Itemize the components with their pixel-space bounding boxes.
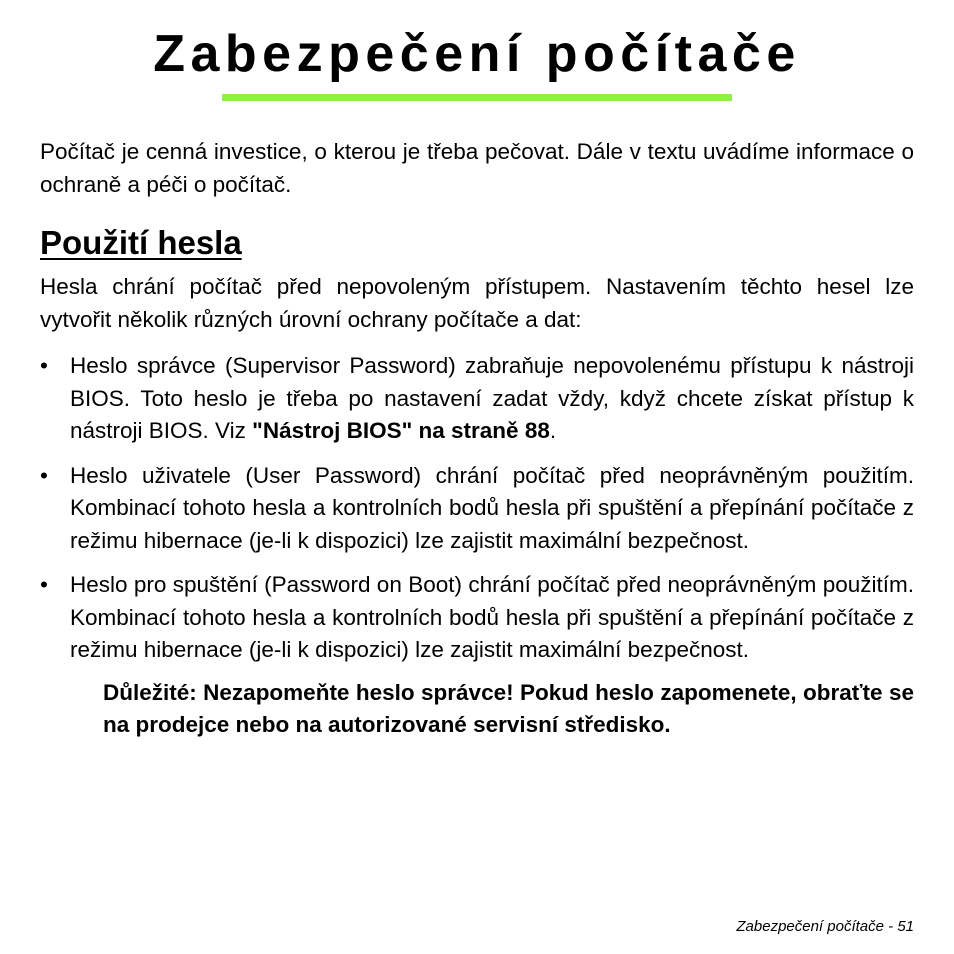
page-title: Zabezpečení počítače (153, 25, 801, 83)
title-underline-rule (222, 94, 732, 101)
list-item-text-end: . (549, 418, 557, 443)
page-number: 51 (897, 918, 914, 935)
list-item-user-password (40, 460, 914, 558)
list-item-supervisor-password (40, 350, 914, 448)
section-paragraph: Hesla chrání počítač před nepovoleným přístupem. Nastavením těchto hesel lze vytvořit několik různých úrovní ochrany počítače a dat: (40, 274, 914, 332)
bullet-icon: • (40, 462, 48, 488)
section-heading: Použití hesla (40, 224, 242, 261)
bullet-icon: • (40, 572, 48, 597)
bullet-icon: • (40, 353, 48, 378)
cross-reference-link[interactable]: "Nástroj BIOS" na straně 88 (252, 418, 550, 443)
important-note: Důležité: Nezapomeňte heslo správce! Pokud heslo zapomenete, obraťte se na prodejce nebo na autorizované servisní středisko. (103, 679, 914, 737)
footer-label: Zabezpečení počítače - (736, 918, 894, 935)
password-list (40, 350, 914, 667)
intro-paragraph: Počítač je cenná investice, o kterou je třeba pečovat. Dále v textu uvádíme informace o ochraně a péči o počítač. (40, 139, 914, 197)
list-item-text: Heslo uživatele (User Password) chrání počítač před neoprávněným použitím. Kombinací tohoto hesla a kontrolních bodů hesla při spuštění a přepínání počítače z režimu hibernace (je-li k dispozici) lze zajistit maximální bezpečnost. (70, 462, 914, 553)
list-item-boot-password (40, 569, 914, 667)
page-footer (736, 917, 914, 937)
list-item-text: Heslo pro spuštění (Password on Boot) chrání počítač před neoprávněným použitím. Kombinací tohoto hesla a kontrolních bodů hesla při spuštění a přepínání počítače z režimu hibernace (je-li k dispozici) lze zajistit maximální bezpečnost. (70, 572, 914, 662)
document-body (40, 136, 914, 742)
list-item-text: Heslo správce (Supervisor Password) zabraňuje nepovolenému přístupu k nástroji BIOS. Toto heslo je třeba po nastavení zadat vždy, když chcete získat přístup k nástroji BIOS. Viz (70, 353, 914, 443)
